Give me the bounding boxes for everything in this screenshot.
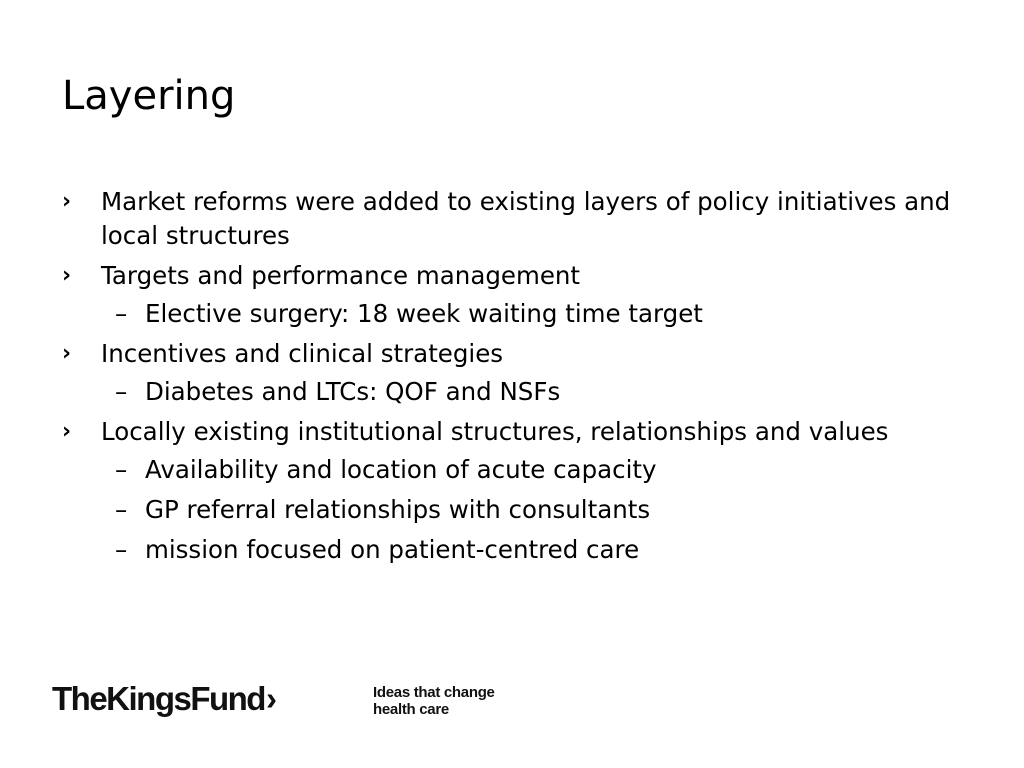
bullet-text: Incentives and clinical strategies	[101, 339, 504, 368]
sub-bullet-list	[101, 453, 960, 567]
sub-bullet-text: Elective surgery: 18 week waiting time target	[145, 299, 703, 328]
dash-icon: –	[115, 377, 128, 406]
sub-bullet-item	[101, 533, 960, 567]
sub-bullet-text: Diabetes and LTCs: QOF and NSFs	[145, 377, 561, 406]
tagline-line-2: health care	[373, 701, 449, 718]
sub-bullet-item	[101, 493, 960, 527]
sub-bullet-list	[101, 297, 960, 331]
bullet-item	[60, 185, 960, 253]
bullet-list	[60, 185, 960, 573]
chevron-right-icon: ›	[62, 341, 72, 366]
sub-bullet-item	[101, 297, 960, 331]
bullet-item	[60, 337, 960, 409]
bullet-item	[60, 259, 960, 331]
sub-bullet-text: GP referral relationships with consultants	[145, 495, 651, 524]
slide-title: Layering	[62, 73, 236, 119]
bullet-text: Market reforms were added to existing layers of policy initiatives and local structures	[101, 187, 951, 250]
tagline-line-1: Ideas that change	[373, 684, 495, 701]
chevron-right-icon: ›	[62, 189, 72, 214]
bullet-text: Locally existing institutional structures, relationships and values	[101, 417, 889, 446]
chevron-right-icon: ›	[62, 263, 72, 288]
logo-text: TheKingsFund	[52, 680, 265, 717]
bullet-text: Targets and performance management	[101, 261, 581, 290]
dash-icon: –	[115, 495, 128, 524]
tagline	[373, 684, 495, 718]
kings-fund-logo	[52, 680, 275, 718]
chevron-right-icon: ›	[62, 419, 72, 444]
sub-bullet-item	[101, 453, 960, 487]
sub-bullet-text: Availability and location of acute capacity	[145, 455, 657, 484]
sub-bullet-item	[101, 375, 960, 409]
sub-bullet-list	[101, 375, 960, 409]
slide-footer	[0, 670, 1024, 740]
logo-chevron-icon: ›	[265, 680, 276, 717]
dash-icon: –	[115, 455, 128, 484]
bullet-item	[60, 415, 960, 567]
dash-icon: –	[115, 299, 128, 328]
sub-bullet-text: mission focused on patient-centred care	[145, 535, 640, 564]
dash-icon: –	[115, 535, 128, 564]
